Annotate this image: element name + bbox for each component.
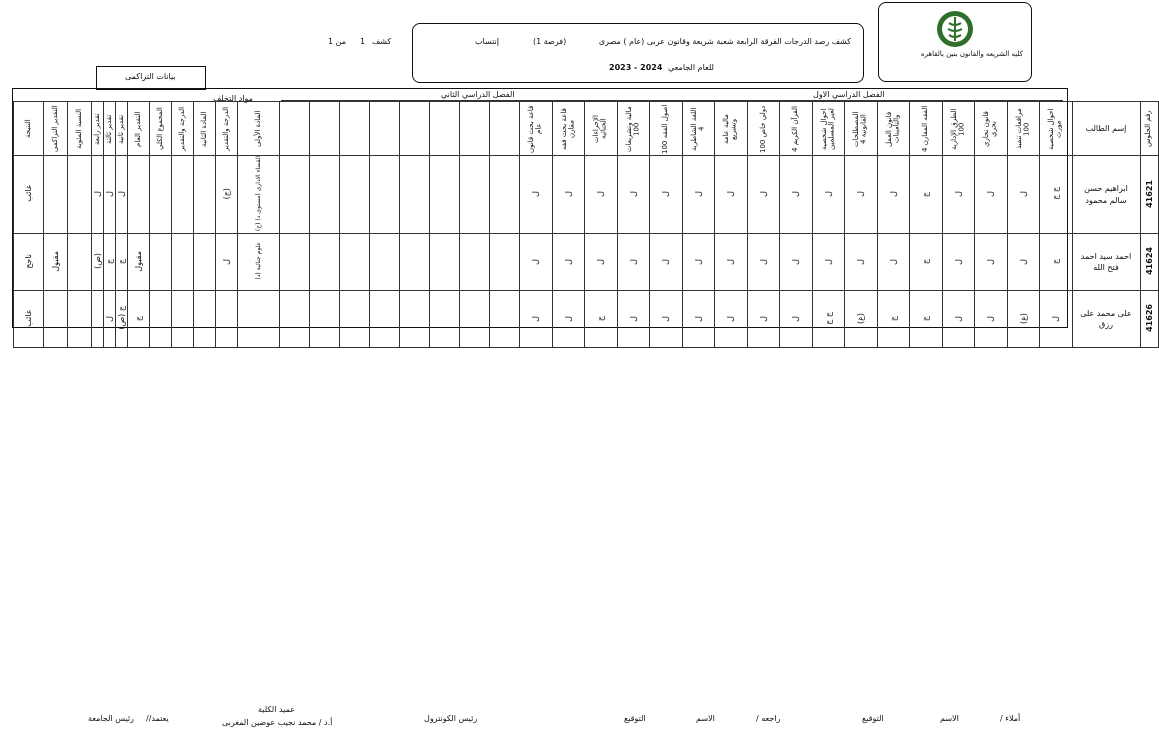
column-header (910, 102, 943, 156)
cell-value: ل (1051, 315, 1061, 322)
empty-cell (400, 156, 430, 234)
column-header (1140, 102, 1158, 156)
failed-subject-cell (128, 156, 150, 234)
empty-cell (430, 291, 460, 348)
cell-value: ل (596, 191, 606, 198)
failed-subject-cell (172, 234, 194, 291)
cumulative-cell (68, 156, 92, 234)
empty-cell (430, 234, 460, 291)
empty-cell (400, 291, 430, 348)
cumulative-cell (104, 234, 116, 291)
column-header-label: دولي خاص 100 (758, 104, 767, 153)
header-row (14, 102, 1159, 156)
grade-cell (845, 234, 878, 291)
failed-subjects-header: مواد التخلف (213, 94, 253, 103)
failed-subject-cell (150, 291, 172, 348)
column-header (520, 102, 553, 156)
cell-value: ل (693, 191, 703, 198)
column-header (340, 102, 370, 156)
enrollment-label: إنتساب (475, 37, 499, 46)
cumulative-cell (116, 234, 128, 291)
grade-cell (617, 234, 650, 291)
grade-cell (715, 156, 748, 234)
column-header (44, 102, 68, 156)
grade-cell (715, 234, 748, 291)
column-header (238, 102, 280, 156)
column-header-label: الدرجة والتقدير (221, 106, 230, 151)
student-name (1072, 156, 1140, 234)
grade-cell (812, 156, 845, 234)
grade-cell (585, 291, 618, 348)
grade-cell (552, 291, 585, 348)
student-name-text: ابراهيم حسن سالم محمود (1084, 184, 1128, 205)
empty-cell (340, 291, 370, 348)
column-header (747, 102, 780, 156)
column-header (617, 102, 650, 156)
column-header (172, 102, 194, 156)
seat-number-text: 41624 (1144, 247, 1154, 276)
empty-cell (280, 291, 310, 348)
grade-cell (715, 291, 748, 348)
grade-cell (585, 156, 618, 234)
logo-caption: كليه الشريعه والقانون بنين بالقاهره (920, 50, 1023, 58)
grade-cell (942, 234, 975, 291)
cumulative-cell (44, 234, 68, 291)
second-semester-header: الفصل الدراسي الثاني (441, 90, 515, 99)
grade-cell (650, 234, 683, 291)
column-header (400, 102, 430, 156)
failed-subject-cell (150, 234, 172, 291)
column-header-label: تقدير ثانية (116, 113, 125, 144)
grade-cell (1040, 156, 1073, 234)
grade-cell (1040, 234, 1073, 291)
cell-value: ل (791, 315, 801, 322)
column-header (552, 102, 585, 156)
cumulative-cell (14, 156, 44, 234)
college-logo-icon (935, 9, 975, 49)
empty-cell (370, 291, 400, 348)
student-name (1072, 291, 1140, 348)
cell-value: ل (953, 258, 963, 265)
column-header-label: النسبة المئوية (74, 108, 83, 149)
cell-value: ل (758, 315, 768, 322)
column-header (280, 102, 310, 156)
empty-cell (490, 234, 520, 291)
column-header-label: احوال شخصية مورث (1047, 107, 1063, 150)
student-row (14, 234, 1159, 291)
cell-value: ل (856, 191, 866, 198)
footer-university-head: رئيس الجامعة (88, 714, 134, 723)
grade-cell (877, 291, 910, 348)
grade-cell (520, 156, 553, 234)
cell-value: ل (953, 191, 963, 198)
cell-value: غائب (24, 185, 33, 202)
column-header (780, 102, 813, 156)
cumulative-cell (104, 156, 116, 234)
column-header (310, 102, 340, 156)
column-header-label: التقدير التراكمى (50, 105, 59, 152)
column-header-label: تقدير رابعة (92, 112, 101, 145)
grade-cell (845, 291, 878, 348)
cumulative-cell (14, 234, 44, 291)
cell-value: (غ) (1018, 312, 1028, 324)
grade-cell (552, 156, 585, 234)
cell-value: ل (563, 191, 573, 198)
cell-value: مقبول (51, 250, 60, 272)
academic-year: 2023 - 2024 (609, 63, 663, 72)
student-row (14, 291, 1159, 348)
failed-subject-cell (172, 291, 194, 348)
cell-value: ل (628, 315, 638, 322)
cell-value: (غ) (856, 312, 866, 324)
cell-value: ج (921, 259, 931, 265)
grade-cell (682, 234, 715, 291)
column-header-label: قانون تجاري بحري (982, 110, 998, 147)
empty-cell (490, 291, 520, 348)
grade-cell (747, 291, 780, 348)
cell-value: ل (758, 191, 768, 198)
cell-value: ل (693, 315, 703, 322)
column-header (585, 102, 618, 156)
cell-value: ل (953, 315, 963, 322)
empty-cell (400, 234, 430, 291)
cell-value: ل (93, 191, 102, 198)
empty-cell (370, 234, 400, 291)
column-header (1072, 102, 1140, 156)
sheet-label: كشف (372, 37, 392, 46)
grade-cell (617, 291, 650, 348)
column-header-label: قاعة بحث فقه مقارن (559, 107, 576, 150)
seat-number (1140, 156, 1158, 234)
cell-value: ج (1051, 259, 1061, 265)
cell-value: ل (222, 258, 231, 265)
cumulative-cell (44, 291, 68, 348)
footer-name2: الاسم (696, 714, 715, 723)
chance-label: (فرصة 1) (533, 37, 567, 46)
cell-value: ل (596, 258, 606, 265)
cell-value: ل (986, 258, 996, 265)
cell-value: ل (661, 315, 671, 322)
empty-cell (490, 156, 520, 234)
column-header (1007, 102, 1040, 156)
column-header-label: احوال شخصية لغير المسلمين (819, 107, 836, 150)
cell-value: ل (791, 191, 801, 198)
column-header (682, 102, 715, 156)
cell-value: ل (531, 315, 541, 322)
failed-subject-cell (194, 234, 216, 291)
column-header (942, 102, 975, 156)
cell-value: ناجح (24, 253, 33, 269)
student-name-text: احمد سيد احمد فتح الله (1080, 251, 1132, 273)
cumulative-cell (92, 291, 104, 348)
cumulative-cell (92, 156, 104, 234)
column-header-label: القرآن الكريم 4 (791, 105, 800, 152)
column-header-label: قانون العمل والتأمينات (884, 110, 901, 147)
cell-value: علوم جنائية (د) (255, 242, 262, 280)
seat-number (1140, 234, 1158, 291)
column-header (975, 102, 1008, 156)
cell-value: ل (628, 191, 638, 198)
cell-value: ل (726, 315, 736, 322)
column-header-label: مرافعات تنفيذ 100 (1014, 108, 1031, 149)
grade-cell (1007, 291, 1040, 348)
cell-value: ل (628, 258, 638, 265)
student-name (1072, 234, 1140, 291)
footer-dictation: أملاء / (1000, 714, 1021, 723)
cell-value: ج (105, 259, 114, 265)
cell-value: ل (1018, 191, 1028, 198)
empty-cell (370, 156, 400, 234)
column-header-label: قاعة بحث قانون عام (527, 104, 543, 153)
cumulative-box (96, 66, 206, 90)
column-header (370, 102, 400, 156)
title-box (412, 23, 864, 83)
column-header-label: الفقه المقارن 4 (921, 105, 930, 152)
column-header (650, 102, 683, 156)
column-header-label: تقدير ثالثة (104, 113, 113, 144)
cell-value: ج (921, 191, 931, 198)
empty-cell (280, 234, 310, 291)
cell-value: ل (986, 315, 996, 322)
cell-value: ج (134, 316, 143, 322)
empty-cell (280, 156, 310, 234)
column-header-label: مالية عامة وتشريع (722, 113, 738, 144)
grade-cell (780, 234, 813, 291)
column-header (14, 102, 44, 156)
column-header-label: التقدير العام (133, 110, 142, 147)
column-header-label: اللغة الشاطرية 4 (689, 106, 706, 151)
cell-value: مقبول (134, 250, 143, 272)
cell-value: ل (117, 191, 126, 198)
sheet-title: كشف رصد الدرجات الفرقة الرابعة شعبة شريعة وقانون عربى (عام ) مصرى (598, 37, 851, 46)
grade-cell (552, 234, 585, 291)
column-header-label: الإجراءات الجنائية (592, 114, 608, 143)
column-header (715, 102, 748, 156)
empty-cell (340, 156, 370, 234)
grade-cell (682, 156, 715, 234)
empty-cell (460, 291, 490, 348)
cumulative-cell (104, 291, 116, 348)
cell-value: ل (856, 258, 866, 265)
footer-sign2: التوقيع (624, 714, 646, 723)
cumulative-cell (92, 234, 104, 291)
column-header (845, 102, 878, 156)
cumulative-cell (14, 291, 44, 348)
cell-value: ل (563, 258, 573, 265)
cell-value: ل (888, 191, 898, 198)
failed-subject-cell (194, 156, 216, 234)
empty-cell (460, 234, 490, 291)
cell-value: ل (105, 315, 114, 322)
cell-value: ج (888, 316, 898, 322)
column-header (150, 102, 172, 156)
grade-cell (812, 234, 845, 291)
grade-cell (520, 291, 553, 348)
grade-cell (747, 234, 780, 291)
cell-value: ل (888, 258, 898, 265)
grade-cell (1007, 156, 1040, 234)
grade-cell (1040, 291, 1073, 348)
footer-approved: يعتمد// (146, 714, 169, 723)
grade-cell (877, 156, 910, 234)
failed-subject-cell (216, 234, 238, 291)
cell-value: ل (563, 315, 573, 322)
cell-value: ل (986, 191, 996, 198)
column-header-label: المصطلحات القانونية 4 (852, 110, 868, 147)
cell-value: ج ج (1051, 187, 1061, 200)
year-label: للعام الجامعي (668, 63, 714, 72)
grade-cell (1007, 234, 1040, 291)
grade-cell (975, 291, 1008, 348)
cumulative-cell (68, 291, 92, 348)
cumulative-cell (116, 291, 128, 348)
column-header-label: المادة الأولى (253, 110, 262, 147)
failed-subject-cell (150, 156, 172, 234)
student-name-text: على محمد على رزق (1080, 308, 1132, 330)
cumulative-cell (68, 234, 92, 291)
cell-value: ل (105, 191, 114, 198)
column-header-label: رقم الجلوس (1144, 110, 1153, 147)
column-header (104, 102, 116, 156)
grade-cell (780, 291, 813, 348)
grid (13, 101, 1159, 348)
column-header-label: المادة الثانية (199, 110, 208, 147)
failed-subject-cell (216, 156, 238, 234)
grade-cell (682, 291, 715, 348)
cell-value: ل (531, 258, 541, 265)
grade-cell (585, 234, 618, 291)
grade-cell (942, 156, 975, 234)
cumulative-label: بيانات التراكمى (125, 72, 176, 81)
cell-value: ل (726, 191, 736, 198)
empty-cell (340, 234, 370, 291)
column-header (490, 102, 520, 156)
column-header (430, 102, 460, 156)
cell-value: (ج) (222, 187, 231, 200)
empty-cell (460, 156, 490, 234)
column-header-label: الطرق الإدارية 100 (949, 107, 966, 150)
column-header (877, 102, 910, 156)
cell-value: ج (921, 316, 931, 322)
failed-subject-cell (238, 156, 280, 234)
grade-cell (845, 156, 878, 234)
student-row (14, 156, 1159, 234)
column-header (1040, 102, 1073, 156)
empty-cell (310, 156, 340, 234)
grade-cell (942, 291, 975, 348)
footer-control-head: رئيس الكونترول (424, 714, 478, 723)
grade-cell (780, 156, 813, 234)
column-header (128, 102, 150, 156)
grade-cell (617, 156, 650, 234)
cell-value: غائب (24, 309, 33, 327)
column-header-label: الدرجة والتقدير (177, 106, 186, 151)
column-header (116, 102, 128, 156)
failed-subject-cell (238, 291, 280, 348)
cell-value: ج ج (823, 311, 833, 325)
footer-reviewed: راجعه / (756, 714, 781, 723)
cell-value: ج (596, 316, 606, 322)
grade-cell (650, 156, 683, 234)
grade-cell (910, 234, 943, 291)
cell-value: ل (661, 191, 671, 198)
seat-number-text: 41621 (1144, 179, 1154, 208)
column-header (460, 102, 490, 156)
grades-table (12, 88, 1154, 333)
cell-value: ل (531, 191, 541, 198)
footer-name1: الاسم (940, 714, 959, 723)
column-header-label: المجموع الكلي (155, 107, 164, 150)
cell-value: ج (117, 259, 126, 265)
first-semester-header: الفصل الدراسي الاول (813, 90, 885, 99)
seat-number-text: 41626 (1144, 304, 1154, 333)
cumulative-cell (44, 156, 68, 234)
column-header (92, 102, 104, 156)
column-header (68, 102, 92, 156)
grade-cell (877, 234, 910, 291)
cell-value: ل (726, 258, 736, 265)
footer-dean-name: أ.د / محمد نجيب عوضين المغربى (222, 718, 333, 727)
grade-cell (975, 234, 1008, 291)
grade-cell (812, 291, 845, 348)
column-header (812, 102, 845, 156)
cell-value: ل (758, 258, 768, 265)
cell-value: ل (791, 258, 801, 265)
grade-cell (747, 156, 780, 234)
cell-value: ل (1018, 258, 1028, 265)
cell-value: القضاء الادارى (مستوى د) (ح) (255, 156, 262, 232)
failed-subject-cell (238, 234, 280, 291)
grade-cell (650, 291, 683, 348)
empty-cell (310, 291, 340, 348)
cell-value: ل (823, 191, 833, 198)
column-header-label: مالية وتشريعات 100 (624, 105, 641, 152)
empty-cell (430, 156, 460, 234)
column-header-label: إسم الطالب (1085, 123, 1127, 133)
cell-value: ل (823, 258, 833, 265)
footer-sign1: التوقيع (862, 714, 884, 723)
column-header-label: النتيجة (23, 119, 32, 138)
sheet-number: 1 (360, 37, 366, 46)
column-header (194, 102, 216, 156)
logo-box (878, 2, 1032, 82)
failed-subject-cell (194, 291, 216, 348)
grade-cell (910, 291, 943, 348)
empty-cell (310, 234, 340, 291)
column-header-label: اصول الفقه 100 (661, 103, 670, 154)
seat-number (1140, 291, 1158, 348)
cell-value: (ص) (93, 253, 102, 270)
column-header (216, 102, 238, 156)
cell-value: (ص) ج (117, 306, 126, 330)
sheet-of: من 1 (328, 37, 347, 46)
cell-value: ل (693, 258, 703, 265)
grade-cell (520, 234, 553, 291)
failed-subject-cell (128, 291, 150, 348)
grade-cell (975, 156, 1008, 234)
grade-cell (910, 156, 943, 234)
cumulative-cell (116, 156, 128, 234)
failed-subject-cell (128, 234, 150, 291)
failed-subject-cell (172, 156, 194, 234)
footer-dean-title: عميد الكلية (258, 705, 295, 714)
cell-value: ل (661, 258, 671, 265)
failed-subject-cell (216, 291, 238, 348)
